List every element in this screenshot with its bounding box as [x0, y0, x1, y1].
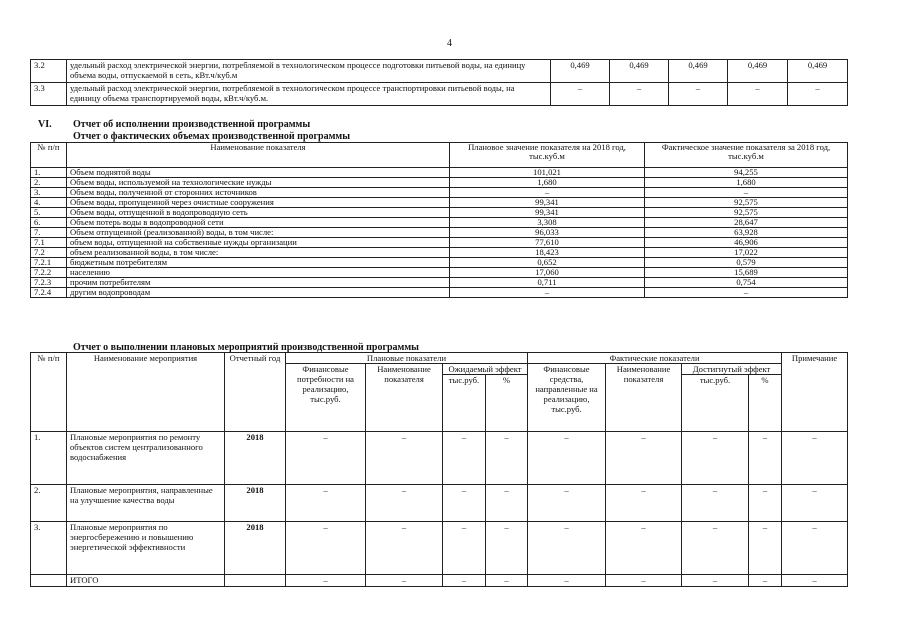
plan-value: 17,060 — [450, 268, 645, 278]
fact-value: 15,689 — [645, 268, 848, 278]
value-cell: – — [728, 83, 788, 106]
plan-value: 99,341 — [450, 198, 645, 208]
dash-cell: – — [749, 432, 782, 485]
table-row — [31, 60, 848, 83]
table-row — [31, 228, 848, 238]
header-fact-pct: % — [749, 375, 782, 432]
table-row — [31, 188, 848, 198]
row-name: Объем потерь воды в водопроводной сети — [67, 218, 450, 228]
table-row — [31, 522, 848, 575]
plan-value: 99,341 — [450, 208, 645, 218]
fact-value: 17,022 — [645, 248, 848, 258]
row-number: 7.2.4 — [31, 288, 67, 298]
subsection-title-measures: Отчет о выполнении плановых мероприятий производственной программы — [73, 342, 419, 353]
row-number: 5. — [31, 208, 67, 218]
row-number: 1. — [31, 168, 67, 178]
fact-value: 1,680 — [645, 178, 848, 188]
plan-value: 0,711 — [450, 278, 645, 288]
row-name: Плановые мероприятия по ремонту объектов систем централизованного водоснабжения — [67, 432, 225, 485]
plan-value: 101,021 — [450, 168, 645, 178]
row-name: Плановые мероприятия по энергосбережению и повышению энергетической эффективности — [67, 522, 225, 575]
dash-cell: – — [782, 575, 848, 587]
row-number: 7.2.3 — [31, 278, 67, 288]
table-header-row — [31, 353, 848, 364]
row-name: объем реализованной воды, в том числе: — [67, 248, 450, 258]
header-num: № п/п — [31, 353, 67, 432]
dash-cell: – — [749, 485, 782, 522]
row-name: объем воды, отпущенной на собственные нужды организации — [67, 238, 450, 248]
dash-cell: – — [366, 432, 443, 485]
dash-cell: – — [528, 432, 606, 485]
dash-cell: – — [486, 522, 528, 575]
row-number: 7. — [31, 228, 67, 238]
value-cell: 0,469 — [788, 60, 848, 83]
row-number: 3. — [31, 522, 67, 575]
fact-value: 92,575 — [645, 208, 848, 218]
header-year: Отчетный год — [225, 353, 286, 432]
table-header-row — [31, 143, 848, 168]
table-row — [31, 248, 848, 258]
header-fact-ind: Наименование показателя — [606, 364, 682, 432]
fact-value: – — [645, 288, 848, 298]
row-number: 7.2.1 — [31, 258, 67, 268]
fact-value: – — [645, 188, 848, 198]
row-number: 2. — [31, 485, 67, 522]
dash-cell: – — [366, 522, 443, 575]
table-row — [31, 218, 848, 228]
fact-value: 94,255 — [645, 168, 848, 178]
table-row — [31, 278, 848, 288]
header-fact-rub: тыс.руб. — [682, 375, 749, 432]
total-num-cell — [31, 575, 67, 587]
value-cell: 0,469 — [551, 60, 610, 83]
row-year: 2018 — [225, 522, 286, 575]
row-name: Объем воды, используемой на технологические нужды — [67, 178, 450, 188]
total-row — [31, 575, 848, 587]
header-fact-group: Фактические показатели — [528, 353, 782, 364]
row-name: Объем воды, отпущенной в водопроводную сеть — [67, 208, 450, 218]
header-plan-ind: Наименование показателя — [366, 364, 443, 432]
value-cell: 0,469 — [669, 60, 728, 83]
dash-cell: – — [528, 522, 606, 575]
table-row — [31, 178, 848, 188]
measures-table — [30, 352, 848, 587]
header-fact-eff: Достигнутый эффект — [682, 364, 782, 375]
table-row — [31, 238, 848, 248]
dash-cell: – — [782, 485, 848, 522]
value-cell: 0,469 — [728, 60, 788, 83]
plan-value: – — [450, 288, 645, 298]
header-plan: Плановое значение показателя на 2018 год, тыс.куб.м — [450, 143, 645, 168]
row-name: удельный расход электрической энергии, потребляемой в технологическом процессе транспортировки питьевой воды, на единицу объема транспортируемой воды, кВт.ч/куб.м. — [67, 83, 551, 106]
row-number: 3.3 — [31, 83, 67, 106]
header-plan-group: Плановые показатели — [286, 353, 528, 364]
dash-cell: – — [443, 575, 486, 587]
row-name: Объем воды, пропущенной через очистные сооружения — [67, 198, 450, 208]
table-row — [31, 485, 848, 522]
row-name: другим водопроводам — [67, 288, 450, 298]
measures-table-body — [31, 432, 848, 587]
dash-cell: – — [606, 575, 682, 587]
dash-cell: – — [606, 432, 682, 485]
table-row — [31, 258, 848, 268]
header-note: Примечание — [782, 353, 848, 432]
header-fact: Фактическое значение показателя за 2018 год, тыс.куб.м — [645, 143, 848, 168]
row-name: Объем поднятой воды — [67, 168, 450, 178]
value-cell: – — [669, 83, 728, 106]
row-name: удельный расход электрической энергии, потребляемой в технологическом процессе подготовки питьевой воды, на единицу объема воды, отпускаемой в сеть, кВт.ч/куб.м — [67, 60, 551, 83]
dash-cell: – — [682, 485, 749, 522]
row-number: 6. — [31, 218, 67, 228]
row-name: Плановые мероприятия, направленные на улучшение качества воды — [67, 485, 225, 522]
page-number: 4 — [447, 38, 452, 49]
header-name: Наименование мероприятия — [67, 353, 225, 432]
value-cell: – — [610, 83, 669, 106]
row-number: 3. — [31, 188, 67, 198]
volumes-table-body — [31, 168, 848, 298]
dash-cell: – — [606, 485, 682, 522]
row-number: 1. — [31, 432, 67, 485]
dash-cell: – — [486, 432, 528, 485]
table-row — [31, 168, 848, 178]
value-cell: 0,469 — [610, 60, 669, 83]
row-year: 2018 — [225, 485, 286, 522]
plan-value: 1,680 — [450, 178, 645, 188]
dash-cell: – — [782, 522, 848, 575]
fact-value: 92,575 — [645, 198, 848, 208]
value-cell: – — [788, 83, 848, 106]
dash-cell: – — [528, 575, 606, 587]
dash-cell: – — [443, 485, 486, 522]
dash-cell: – — [749, 575, 782, 587]
row-name: бюджетным потребителям — [67, 258, 450, 268]
value-cell: – — [551, 83, 610, 106]
fact-value: 28,647 — [645, 218, 848, 228]
row-number: 2. — [31, 178, 67, 188]
row-name: населению — [67, 268, 450, 278]
total-label: ИТОГО — [67, 575, 225, 587]
plan-value: 0,652 — [450, 258, 645, 268]
dash-cell: – — [682, 575, 749, 587]
row-number: 7.2.2 — [31, 268, 67, 278]
section-number: VI. — [38, 119, 52, 130]
table-row — [31, 198, 848, 208]
dash-cell: – — [782, 432, 848, 485]
header-eff-pct: % — [486, 375, 528, 432]
plan-value: 3,308 — [450, 218, 645, 228]
subsection-title-volumes: Отчет о фактических объемах производственной программы — [73, 131, 350, 142]
table-row — [31, 83, 848, 106]
fact-value: 0,579 — [645, 258, 848, 268]
volumes-table — [30, 142, 848, 298]
row-name: прочим потребителям — [67, 278, 450, 288]
dash-cell: – — [286, 485, 366, 522]
row-number: 4. — [31, 198, 67, 208]
table-row — [31, 208, 848, 218]
fact-value: 63,928 — [645, 228, 848, 238]
header-num: № п/п — [31, 143, 67, 168]
dash-cell: – — [443, 432, 486, 485]
plan-value: 18,423 — [450, 248, 645, 258]
dash-cell: – — [286, 432, 366, 485]
header-plan-eff: Ожидаемый эффект — [443, 364, 528, 375]
plan-value: 77,610 — [450, 238, 645, 248]
plan-value: – — [450, 188, 645, 198]
row-number: 7.2 — [31, 248, 67, 258]
dash-cell: – — [749, 522, 782, 575]
dash-cell: – — [682, 432, 749, 485]
total-year-cell — [225, 575, 286, 587]
dash-cell: – — [486, 485, 528, 522]
plan-value: 96,033 — [450, 228, 645, 238]
header-eff-rub: тыс.руб. — [443, 375, 486, 432]
dash-cell: – — [286, 575, 366, 587]
header-name: Наименование показателя — [67, 143, 450, 168]
dash-cell: – — [682, 522, 749, 575]
row-number: 3.2 — [31, 60, 67, 83]
row-year: 2018 — [225, 432, 286, 485]
row-name: Объем отпущенной (реализованной) воды, в том числе: — [67, 228, 450, 238]
header-fact-fin: Финансовые средства, направленные на реализацию, тыс.руб. — [528, 364, 606, 432]
dash-cell: – — [286, 522, 366, 575]
dash-cell: – — [443, 522, 486, 575]
fact-value: 46,906 — [645, 238, 848, 248]
row-name: Объем воды, полученной от сторонних источников — [67, 188, 450, 198]
header-plan-fin: Финансовые потребности на реализацию, тыс.руб. — [286, 364, 366, 432]
section-title: Отчет об исполнении производственной программы — [73, 119, 311, 130]
dash-cell: – — [366, 575, 443, 587]
table-row — [31, 432, 848, 485]
dash-cell: – — [606, 522, 682, 575]
fact-value: 0,754 — [645, 278, 848, 288]
dash-cell: – — [366, 485, 443, 522]
dash-cell: – — [528, 485, 606, 522]
energy-consumption-table — [30, 59, 848, 106]
table-row — [31, 288, 848, 298]
table-row — [31, 268, 848, 278]
dash-cell: – — [486, 575, 528, 587]
row-number: 7.1 — [31, 238, 67, 248]
